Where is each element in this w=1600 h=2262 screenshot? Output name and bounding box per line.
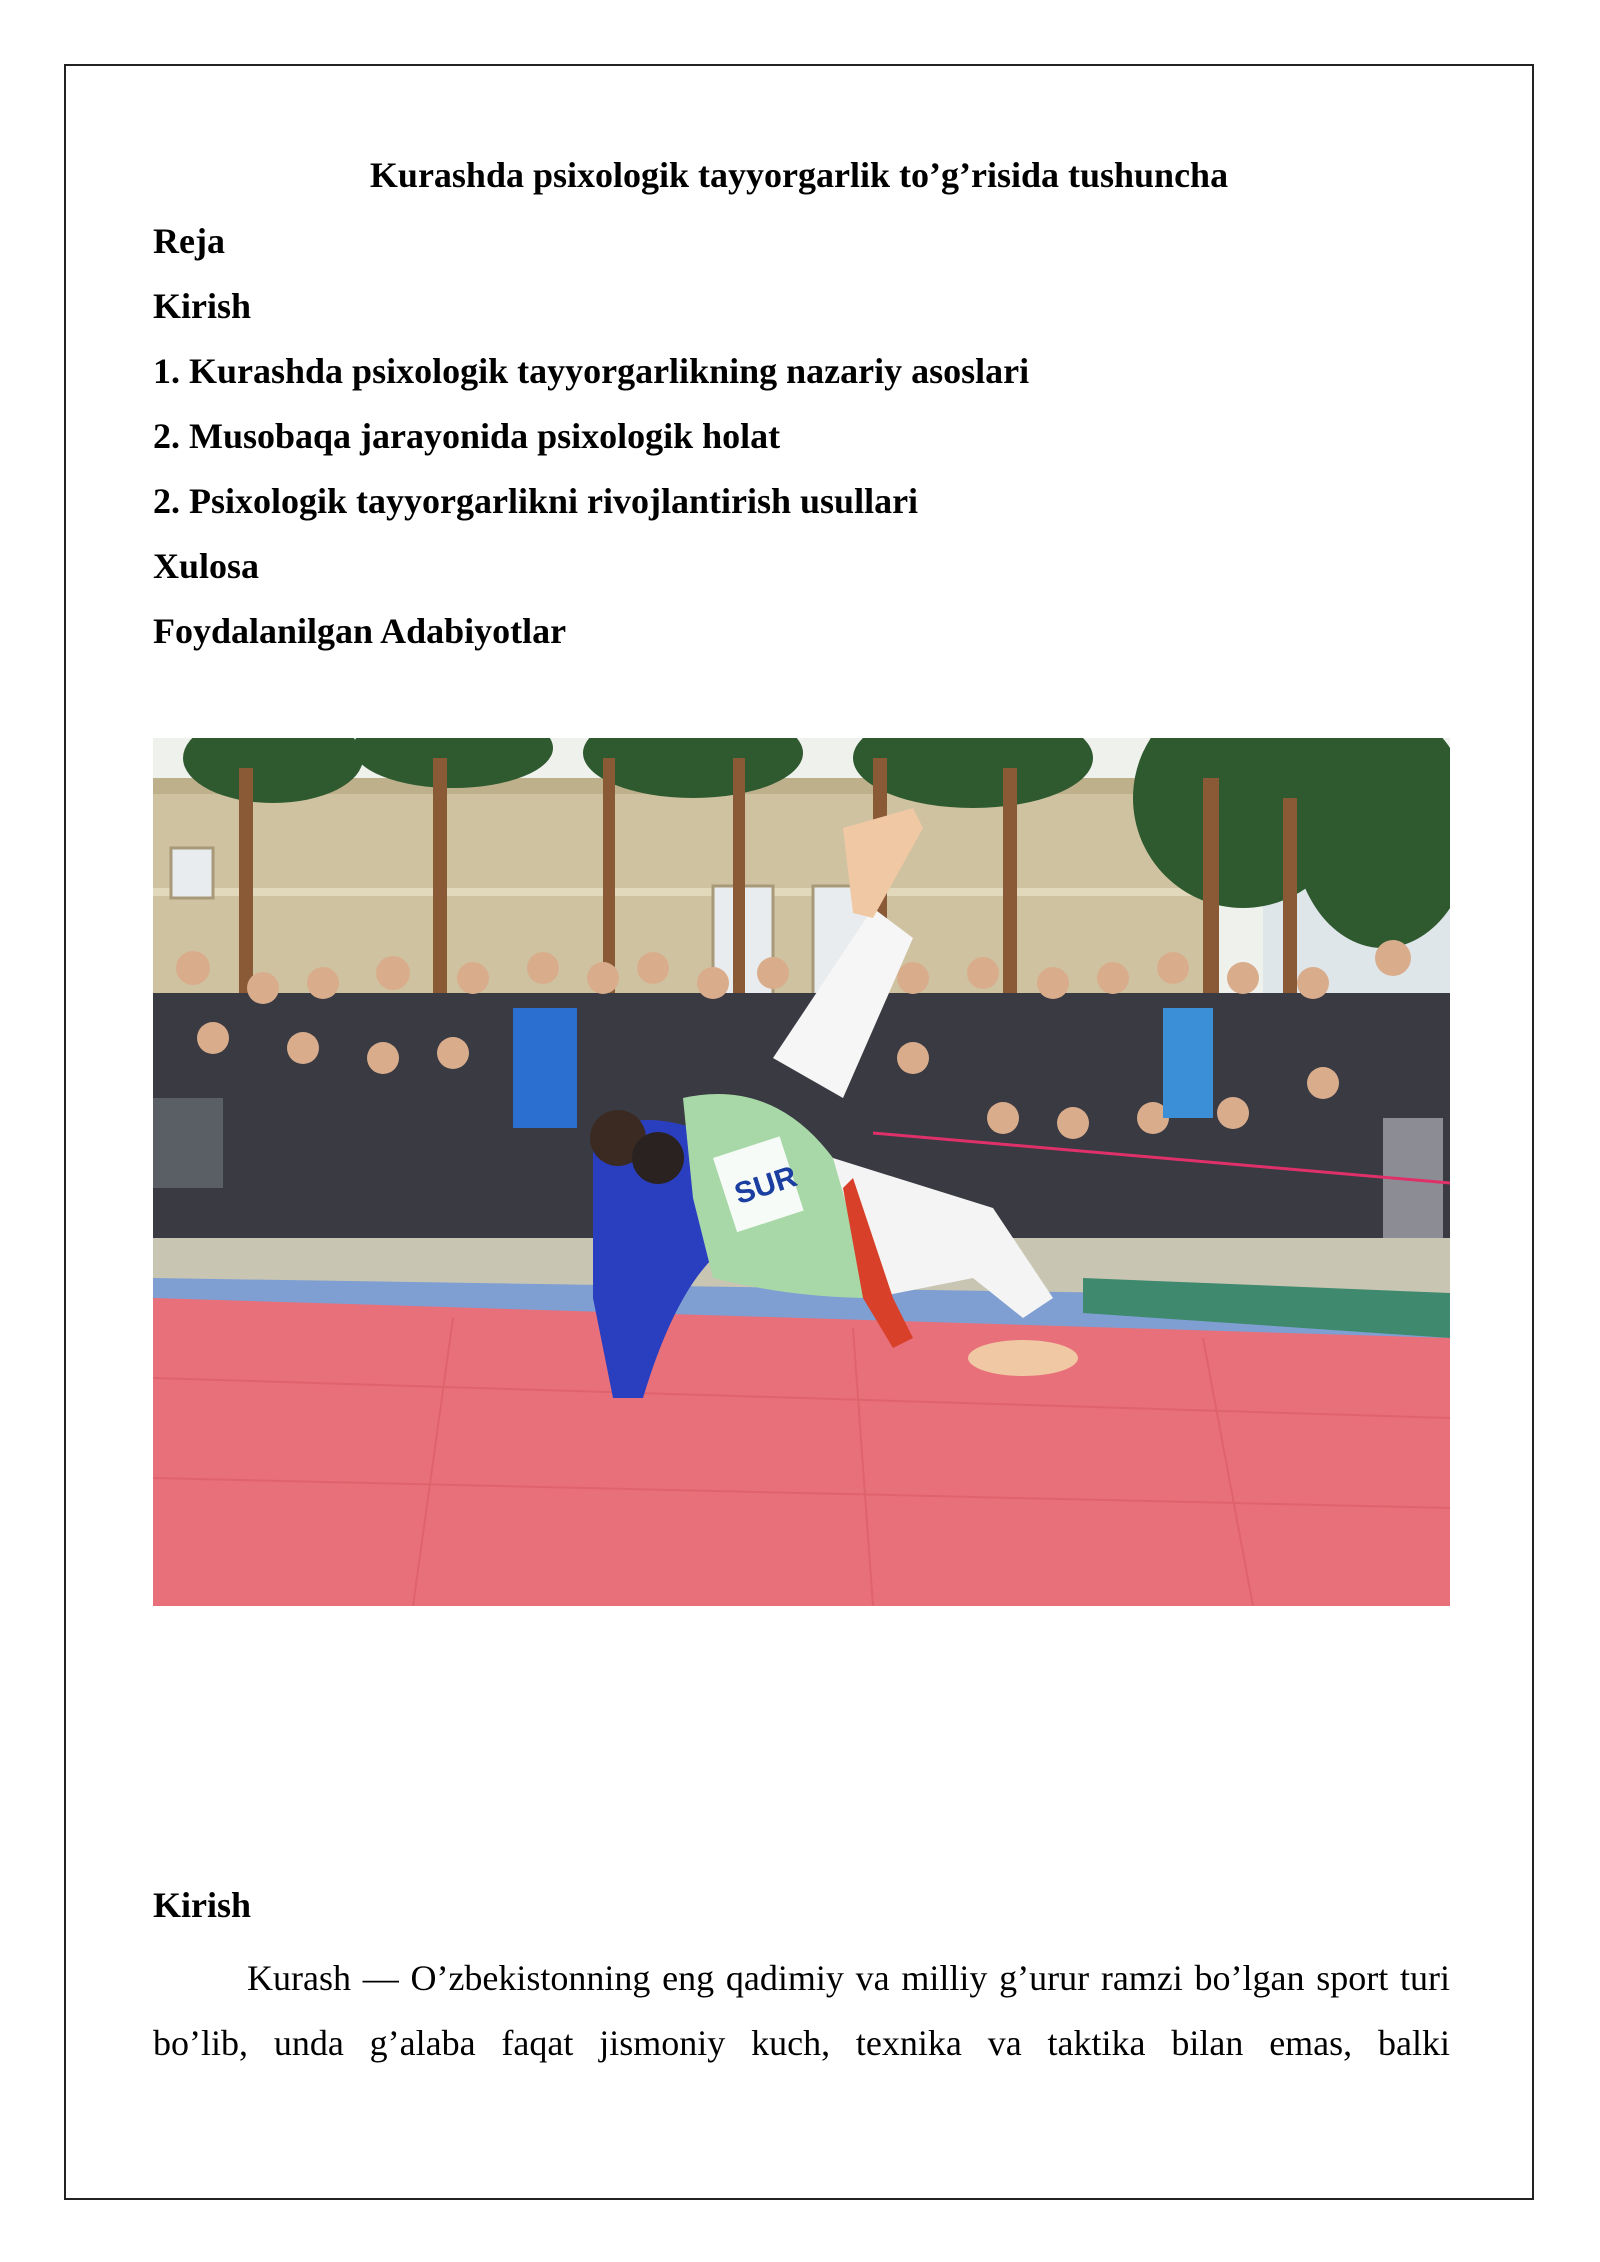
kurash-wrestling-photo [153, 738, 1450, 1606]
table-of-contents [153, 210, 1453, 665]
toc-item-reja: Reja [153, 221, 225, 261]
toc-item-adabiyotlar: Foydalanilgan Adabiyotlar [153, 611, 567, 651]
toc-item-2: 2. Musobaqa jarayonida psixologik holat [153, 416, 781, 456]
red-mat [153, 1298, 1450, 1606]
toc-item-xulosa: Xulosa [153, 546, 260, 586]
intro-paragraph [153, 1946, 1450, 2076]
section-heading-kirish: Kirish [153, 1885, 252, 1925]
document-title: Kurashda psixologik tayyorgarlik to’g’risida tushuncha [369, 155, 1229, 195]
toc-item-3: 2. Psixologik tayyorgarlikni rivojlantirish usullari [153, 481, 919, 521]
jacket-label: SUR [730, 1160, 801, 1212]
photo-illustration [153, 738, 1450, 1606]
intro-paragraph-text: Kurash — O’zbekistonning eng qadimiy va milliy g’urur ramzi bo’lgan sport turi bo’lib, unda g’alaba faqat jismoniy kuch, texnika va taktika bilan emas, balki [153, 1958, 1450, 2063]
toc-item-1: 1. Kurashda psixologik tayyorgarlikning nazariy asoslari [153, 351, 1030, 391]
toc-item-kirish: Kirish [153, 286, 252, 326]
